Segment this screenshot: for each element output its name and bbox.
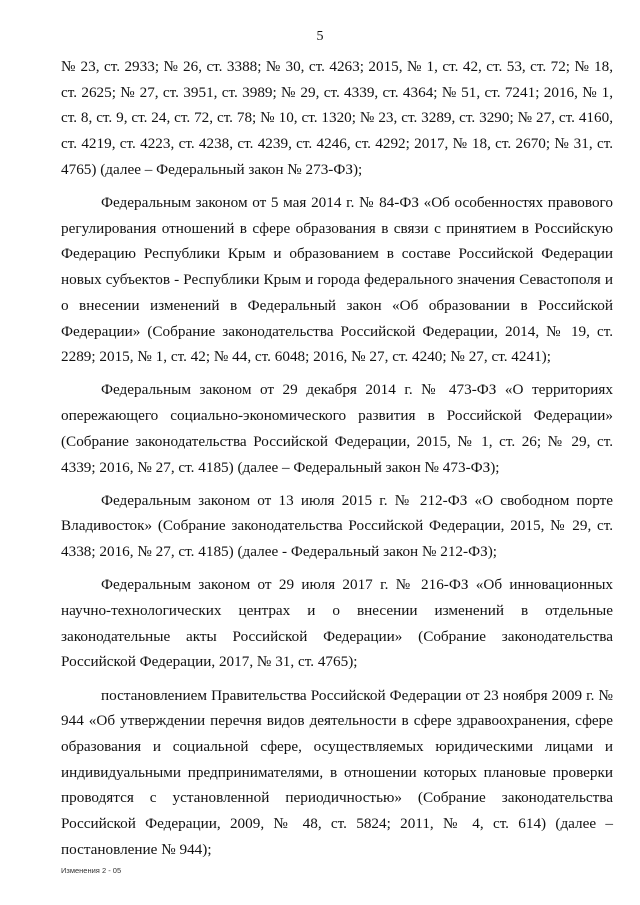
document-body — [61, 54, 613, 870]
footer-revision-note: Изменения 2 - 05 — [61, 866, 122, 875]
page-number: 5 — [316, 29, 324, 44]
paragraph-law-84-fz: Федеральным законом от 5 мая 2014 г. № 84-ФЗ «Об особенностях правового регулирования отношений в сфере образования в связи с принятием в Российскую Федерацию Республики Крым и образованием в составе Российской Федерации новых субъектов - Республики Крым и города федерального значения Севастополя и о внесении изменений в Федеральный закон «Об образовании в Российской Федерации» (Собрание законодательства Российской Федерации, 2014, № 19, ст. 2289; 2015, № 1, ст. 42; № 44, ст. 6048; 2016, № 27, ст. 4240; № 27, ст. 4241); — [61, 194, 613, 366]
paragraph-law-212-fz: Федеральным законом от 13 июля 2015 г. № 212-ФЗ «О свободном порте Владивосток» (Собрание законодательства Российской Федерации, 2015, № 29, ст. 4338; 2016, № 27, ст. 4185) (далее - Федеральный закон № 212-ФЗ); — [61, 491, 613, 561]
paragraph-law-216-fz: Федеральным законом от 29 июля 2017 г. № 216-ФЗ «Об инновационных научно-технологических центрах и о внесении изменений в отдельные законодательные акты Российской Федерации» (Собрание законодательства Российской Федерации, 2017, № 31, ст. 4765); — [61, 576, 613, 671]
paragraph-citation-continuation: № 23, ст. 2933; № 26, ст. 3388; № 30, ст. 4263; 2015, № 1, ст. 42, ст. 53, ст. 72; № 18, ст. 2625; № 27, ст. 3951, ст. 3989; № 29, ст. 4339, ст. 4364; № 51, ст. 7241; 2016, № 1, ст. 8, ст. 9, ст. 24, ст. 72, ст. 78; № 10, ст. 1320; № 23, ст. 3289, ст. 3290; № 27, ст. 4160, ст. 4219, ст. 4223, ст. 4238, ст. 4239, ст. 4246, ст. 4292; 2017, № 18, ст. 2670; № 31, ст. 4765) (далее – Федеральный закон № 273-ФЗ); — [61, 58, 613, 178]
paragraph-law-473-fz: Федеральным законом от 29 декабря 2014 г. № 473-ФЗ «О территориях опережающего социально-экономического развития в Российской Федерации» (Собрание законодательства Российской Федерации, 2015, № 1, ст. 26; № 29, ст. 4339; 2016, № 27, ст. 4185) (далее – Федеральный закон № 473-ФЗ); — [61, 381, 613, 476]
paragraph-resolution-944: постановлением Правительства Российской Федерации от 23 ноября 2009 г. № 944 «Об утверждении перечня видов деятельности в сфере здравоохранения, сфере образования и социальной сфере, осуществляемых юридическими лицами и индивидуальными предпринимателями, в отношении которых плановые проверки проводятся с установленной периодичностью» (Собрание законодательства Российской Федерации, 2009, № 48, ст. 5824; 2011, № 4, ст. 614) (далее – постановление № 944); — [61, 686, 613, 858]
